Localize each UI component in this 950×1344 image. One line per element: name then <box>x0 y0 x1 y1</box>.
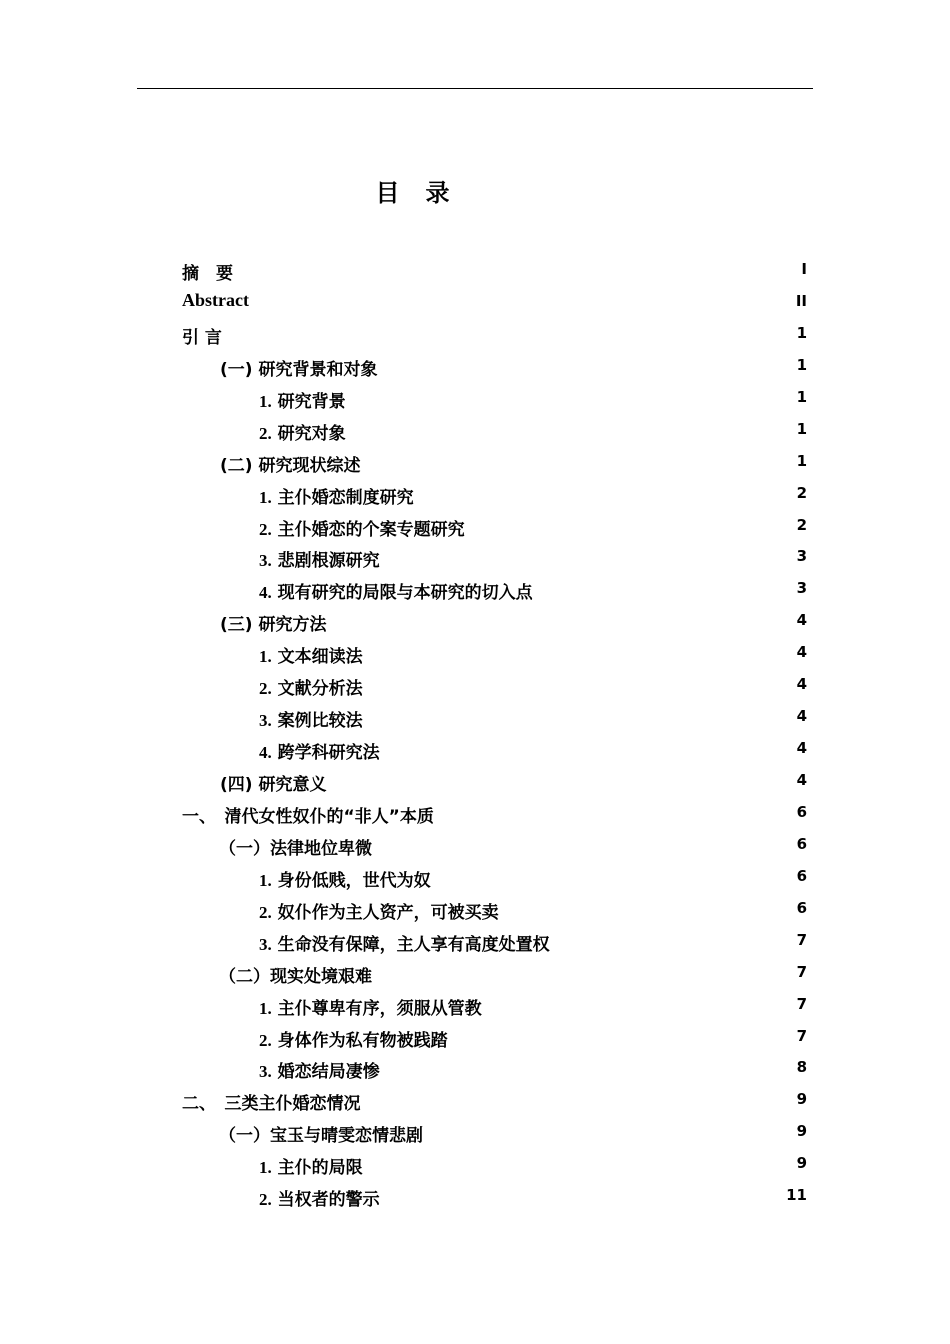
toc-entry-page: 1 <box>796 323 807 342</box>
toc-entry[interactable] <box>0 1052 950 1084</box>
toc-entry-label <box>259 706 363 731</box>
toc-entry-label <box>259 1026 448 1051</box>
toc-entry[interactable] <box>0 446 950 478</box>
toc-entry-page: 9 <box>796 1090 807 1109</box>
toc-entry-page: 7 <box>796 994 807 1013</box>
toc-entry[interactable] <box>0 573 950 605</box>
toc-entry-page: 9 <box>796 1122 807 1141</box>
toc-entry-label <box>220 610 326 635</box>
toc-entry-page: 4 <box>796 771 807 789</box>
toc-entry[interactable] <box>0 1021 950 1053</box>
toc-entry-number: 4. <box>259 583 272 603</box>
toc-entry[interactable] <box>0 925 950 957</box>
toc-entry-text: （一）法律地位卑微 <box>219 838 372 859</box>
toc-entry-number: 1. <box>259 487 272 507</box>
toc-entry-text: 主仆尊卑有序，须服从管教 <box>277 998 482 1019</box>
toc-entry-label <box>219 1121 423 1146</box>
toc-entry-text: 摘 要 <box>182 264 233 284</box>
toc-entry-page: 7 <box>796 930 807 949</box>
toc-entry-label <box>259 546 380 571</box>
toc-entry-page: 8 <box>796 1058 807 1077</box>
toc-entry[interactable] <box>0 893 950 925</box>
toc-title: 目 录 <box>375 179 451 207</box>
toc-entry-label <box>259 1057 380 1082</box>
toc-entry-label <box>182 1089 361 1114</box>
toc-entry-number: 2. <box>259 423 272 443</box>
toc-entry-text: 文本细读法 <box>277 647 363 668</box>
toc-entry-text: Abstract <box>182 289 249 310</box>
toc-entry[interactable] <box>0 957 950 989</box>
toc-entry-page: 3 <box>796 579 807 598</box>
toc-entry-label <box>259 1153 363 1178</box>
toc-entry-text: 主仆婚恋制度研究 <box>277 487 414 508</box>
toc-entry-text: 当权者的警示 <box>277 1190 380 1211</box>
toc-entry-label <box>259 419 346 444</box>
toc-entry[interactable] <box>0 989 950 1021</box>
toc-entry-text: （一）宝玉与晴雯恋情悲剧 <box>219 1126 423 1147</box>
toc-entry-label <box>182 323 222 348</box>
toc-entry[interactable] <box>0 701 950 733</box>
toc-entry[interactable] <box>0 318 950 350</box>
toc-entry-label <box>259 674 363 699</box>
toc-entry[interactable] <box>0 541 950 573</box>
toc-entry-label <box>259 578 533 603</box>
toc-entry[interactable] <box>0 414 950 446</box>
toc-entry-label <box>259 483 414 508</box>
toc-entry-page: 6 <box>796 866 807 885</box>
toc-entry-page: II <box>795 291 807 310</box>
toc-entry[interactable] <box>0 797 950 829</box>
toc-entry-text: 婚恋结局凄惨 <box>277 1062 380 1083</box>
toc-entry-page: 4 <box>796 611 807 630</box>
toc-entry-number: 1. <box>259 391 272 411</box>
toc-entry-page: I <box>801 260 807 278</box>
toc-entry-number: 2. <box>259 902 272 922</box>
toc-entry-page: 3 <box>796 547 807 566</box>
toc-entry-number: 1. <box>259 998 272 1018</box>
toc-entry[interactable] <box>0 829 950 861</box>
toc-entry-text: 生命没有保障，主人享有高度处置权 <box>277 934 550 955</box>
toc-entry-label <box>259 1185 380 1210</box>
toc-entry[interactable] <box>0 350 950 382</box>
toc-entry-text: 跨学科研究法 <box>277 743 380 764</box>
toc-entry-text: 主仆婚恋的个案专题研究 <box>277 519 465 540</box>
toc-entry-label <box>219 834 372 859</box>
toc-entry-text: 案例比较法 <box>277 711 363 732</box>
toc-entry-text: 二、 三类主仆婚恋情况 <box>182 1094 361 1115</box>
toc-entry-number: 2. <box>259 1190 272 1210</box>
toc-entry-page: 6 <box>796 802 807 821</box>
toc-entry-page: 9 <box>796 1154 807 1173</box>
toc-entry[interactable] <box>0 861 950 893</box>
toc-entry-text: (一) 研究背景和对象 <box>220 359 378 380</box>
toc-entry-number: 1. <box>259 647 272 667</box>
toc-entry-text: 奴仆作为主人资产，可被买卖 <box>277 902 499 923</box>
toc-entry-text: 引 言 <box>182 327 222 348</box>
toc-entry-label <box>220 451 360 476</box>
toc-entry-label <box>220 355 377 380</box>
toc-entry-label <box>259 930 550 955</box>
toc-entry-label <box>182 290 249 311</box>
toc-entry-page: 11 <box>786 1186 807 1205</box>
toc-entry-label <box>259 994 482 1019</box>
toc-entry-page: 4 <box>796 643 807 662</box>
toc-entry-text: 研究背景 <box>277 391 346 412</box>
toc-entry[interactable] <box>0 1148 950 1180</box>
toc-entry-page: 4 <box>796 739 807 758</box>
toc-entry[interactable] <box>0 286 950 318</box>
toc-entry[interactable] <box>0 510 950 542</box>
toc-entry-label <box>182 259 233 284</box>
toc-entry-page: 1 <box>796 451 807 470</box>
toc-entry-page: 6 <box>796 898 807 917</box>
toc-entry-text: (二) 研究现状综述 <box>220 455 361 476</box>
toc-entry-number: 2. <box>259 1030 272 1050</box>
toc-entry-number: 2. <box>259 519 272 539</box>
toc-entry-label <box>259 738 380 763</box>
toc-entry-label <box>259 866 431 891</box>
toc-entry-label <box>259 387 346 412</box>
toc-entry[interactable] <box>0 254 950 286</box>
toc-entry[interactable] <box>0 382 950 414</box>
toc-entry-page: 2 <box>796 483 807 502</box>
toc-entry-text: 主仆的局限 <box>277 1158 363 1179</box>
toc-entry-text: 一、 清代女性奴仆的“非人”本质 <box>182 806 434 827</box>
toc-entry-page: 7 <box>796 962 807 981</box>
toc-entry-text: 身份低贱，世代为奴 <box>277 870 431 891</box>
toc-entry-page: 1 <box>796 387 807 406</box>
toc-entry-text: (三) 研究方法 <box>220 615 327 636</box>
table-of-contents <box>0 254 950 1212</box>
toc-entry-label <box>182 802 434 827</box>
toc-entry-page: 1 <box>796 355 807 374</box>
toc-entry-page: 1 <box>796 419 807 438</box>
toc-entry-number: 4. <box>259 743 272 763</box>
toc-entry-text: 悲剧根源研究 <box>277 551 380 572</box>
toc-entry[interactable] <box>0 1180 950 1212</box>
toc-entry[interactable] <box>0 478 950 510</box>
toc-entry[interactable] <box>0 605 950 637</box>
toc-entry-number: 1. <box>259 870 272 890</box>
toc-entry-text: 现有研究的局限与本研究的切入点 <box>277 583 533 604</box>
toc-entry-label <box>259 642 363 667</box>
toc-entry-label <box>259 898 499 923</box>
toc-entry[interactable] <box>0 1116 950 1148</box>
toc-entry-number: 3. <box>259 711 272 731</box>
toc-entry-text: (四) 研究意义 <box>220 775 327 795</box>
header-rule <box>137 88 813 89</box>
toc-entry-label <box>219 962 372 987</box>
toc-entry-number: 3. <box>259 1062 272 1082</box>
toc-entry-number: 2. <box>259 679 272 699</box>
toc-entry[interactable] <box>0 637 950 669</box>
toc-entry-text: 身体作为私有物被践踏 <box>277 1030 448 1051</box>
toc-entry-text: （二）现实处境艰难 <box>219 966 372 987</box>
toc-entry-label <box>259 515 465 540</box>
toc-entry[interactable] <box>0 669 950 701</box>
toc-entry-number: 1. <box>259 1158 272 1178</box>
toc-entry[interactable] <box>0 765 950 797</box>
toc-entry-text: 研究对象 <box>277 423 346 444</box>
toc-entry[interactable] <box>0 733 950 765</box>
toc-entry-page: 4 <box>796 675 807 694</box>
toc-entry-page: 2 <box>796 515 807 534</box>
toc-entry-number: 3. <box>259 934 272 954</box>
toc-entry-page: 4 <box>796 707 807 726</box>
toc-entry-text: 文献分析法 <box>277 679 363 700</box>
toc-entry-page: 6 <box>796 834 807 853</box>
toc-entry-number: 3. <box>259 551 272 571</box>
toc-entry-label <box>220 770 326 795</box>
toc-entry-page: 7 <box>796 1026 807 1045</box>
toc-entry[interactable] <box>0 1084 950 1116</box>
